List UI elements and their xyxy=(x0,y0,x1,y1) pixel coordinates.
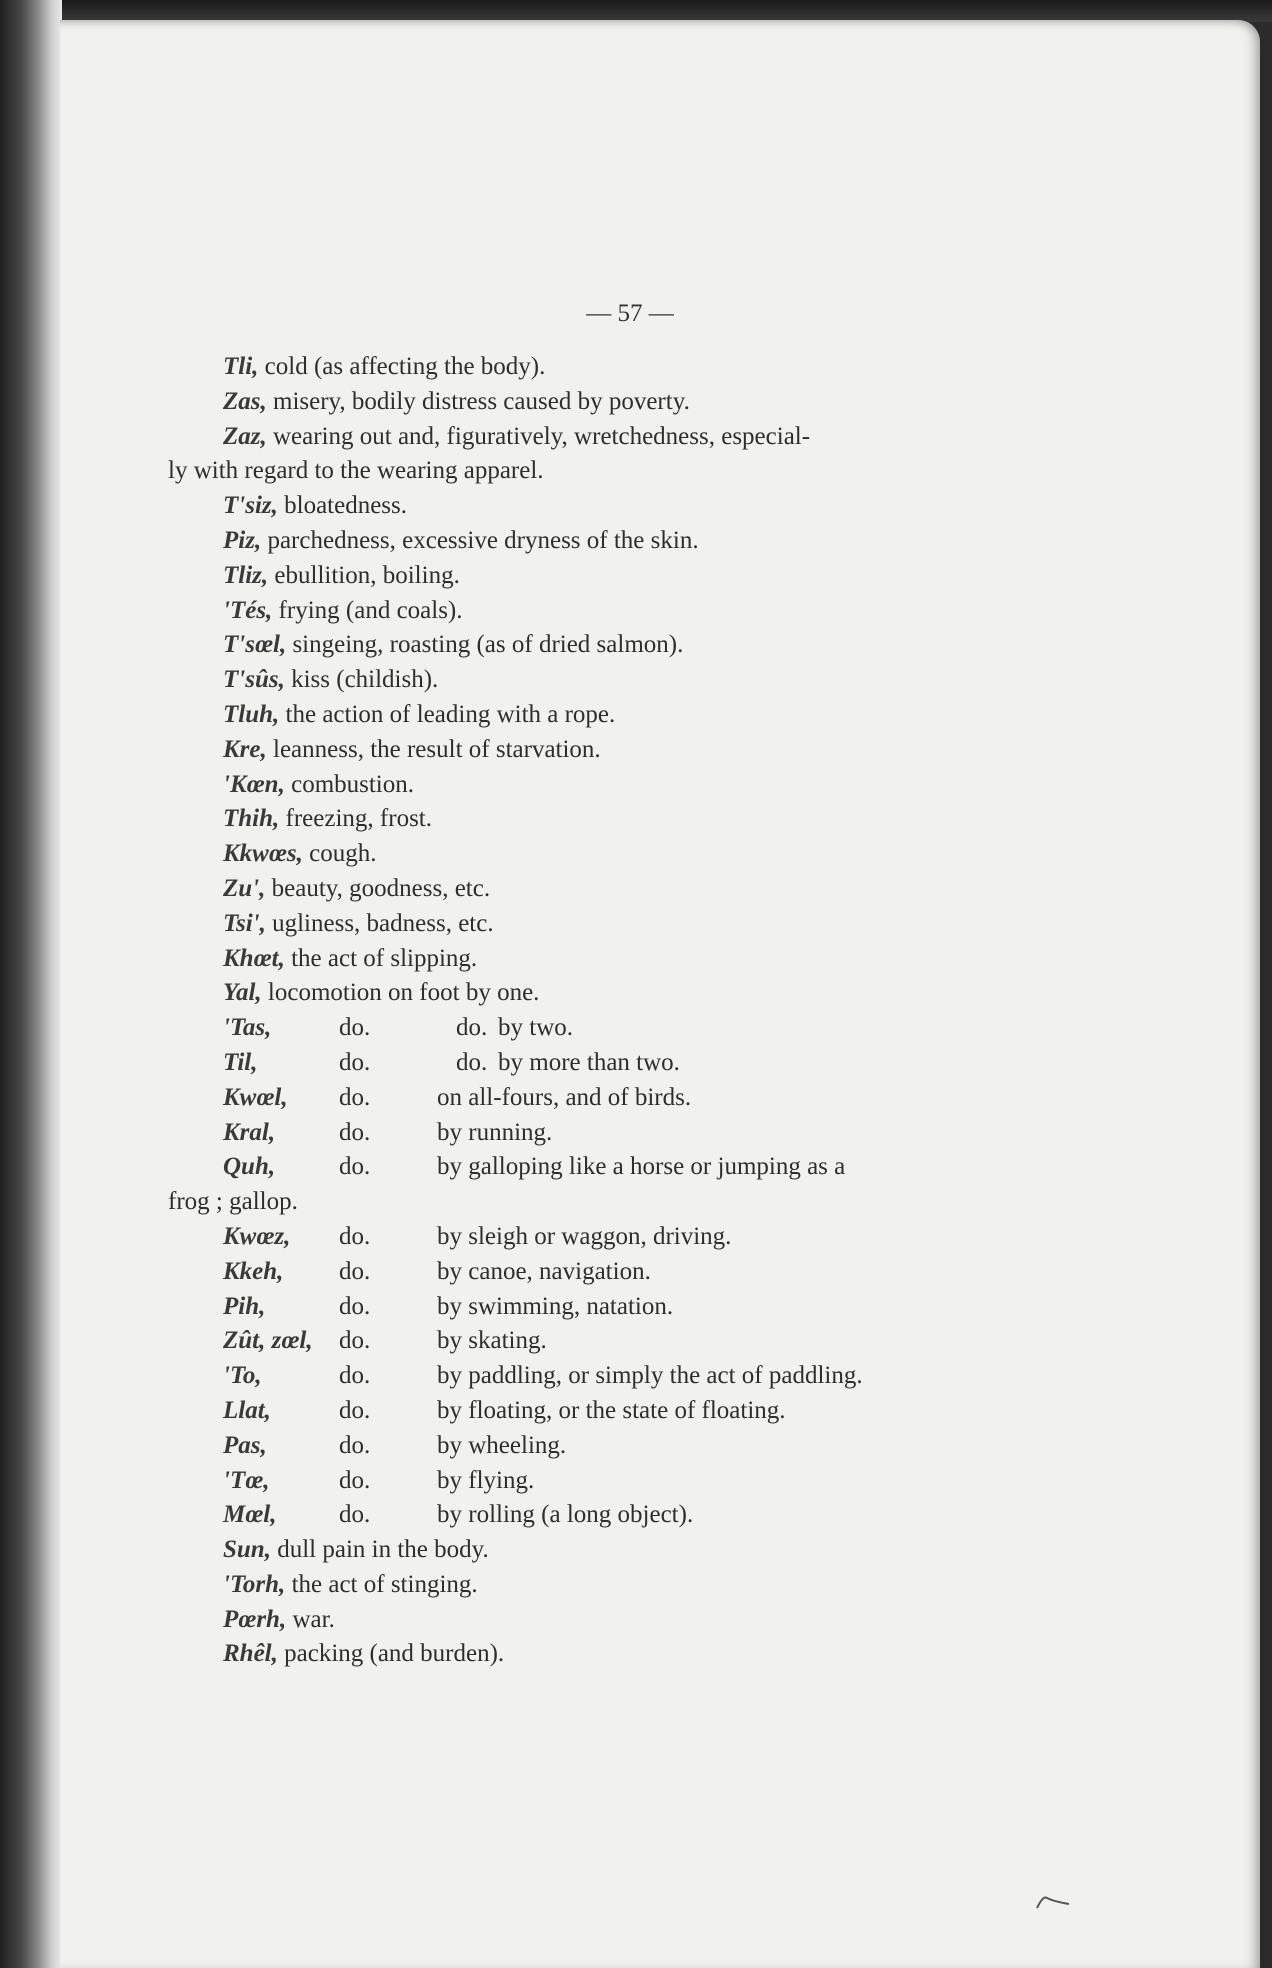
dictionary-entry xyxy=(168,1568,1023,1603)
entry-headword: Thih, xyxy=(223,805,280,833)
dictionary-entry xyxy=(168,559,1023,594)
locomotion-entry xyxy=(168,1011,1023,1046)
entry-headword: Zas, xyxy=(223,387,267,415)
locomotion-entry xyxy=(168,1359,1023,1394)
dictionary-entry xyxy=(168,663,1023,698)
entry-headword: T'sûs, xyxy=(223,666,285,694)
locomotion-entry xyxy=(168,1324,1023,1359)
entry-headword: Tli, xyxy=(223,353,259,380)
entry-headword: Khœt, xyxy=(223,944,285,972)
entry-headword: Pih, xyxy=(223,1292,266,1320)
entry-headword: T'sœl, xyxy=(223,631,287,659)
entry-definition: the act of slipping. xyxy=(284,944,478,972)
locomotion-entry xyxy=(168,1046,1023,1081)
entry-definition: by canoe, navigation. xyxy=(437,1257,651,1285)
entry-definition: wearing out and, figuratively, wretchedness, especial- xyxy=(266,422,811,450)
dictionary-entry xyxy=(168,768,1023,803)
entry-headword: 'Tas, xyxy=(223,1014,272,1042)
entry-definition: ebullition, boiling. xyxy=(268,561,460,589)
locomotion-entry xyxy=(168,1464,1023,1499)
entry-definition: by galloping like a horse or jumping as a xyxy=(437,1153,846,1181)
entry-definition: by rolling (a long object). xyxy=(437,1501,694,1529)
dictionary-entry xyxy=(168,1603,1023,1638)
entry-definition: beauty, goodness, etc. xyxy=(265,874,491,902)
locomotion-entry xyxy=(168,1116,1023,1151)
entry-definition: locomotion on foot by one. xyxy=(261,979,540,1007)
entry-continuation: ly with regard to the wearing apparel. xyxy=(168,457,544,485)
ditto-mark: do. xyxy=(339,1466,371,1494)
entry-headword: Kkwœs, xyxy=(223,840,303,868)
entry-definition: leanness, the result of starvation. xyxy=(266,735,601,763)
entry-headword: Rhêl, xyxy=(223,1640,278,1668)
entry-headword: Quh, xyxy=(223,1153,276,1181)
dictionary-entry xyxy=(168,489,1023,524)
pencil-mark xyxy=(1035,1890,1075,1910)
entry-headword: Zût, zœl, xyxy=(223,1327,313,1355)
entry-continuation: frog ; gallop. xyxy=(168,1188,298,1216)
locomotion-entry xyxy=(168,1498,1023,1533)
dictionary-entry xyxy=(168,594,1023,629)
entry-headword: Tluh, xyxy=(223,700,280,728)
dictionary-content xyxy=(168,350,1023,1672)
entry-definition: by sleigh or waggon, driving. xyxy=(437,1222,732,1250)
entry-headword: Pœrh, xyxy=(223,1605,287,1633)
ditto-mark: do. xyxy=(339,1153,371,1181)
entry-definition: by running. xyxy=(437,1118,553,1146)
entry-headword: Zaz, xyxy=(223,422,267,450)
entry-definition: by two. xyxy=(498,1014,573,1042)
entry-headword: Kwœz, xyxy=(223,1222,291,1250)
ditto-mark: do. xyxy=(339,1118,371,1146)
entry-headword: 'Tœ, xyxy=(223,1466,270,1494)
ditto-mark: do. xyxy=(456,1048,488,1076)
dictionary-entry xyxy=(168,350,1023,385)
entry-definition: singeing, roasting (as of dried salmon). xyxy=(286,631,684,659)
entry-headword: Yal, xyxy=(223,979,262,1007)
entry-headword: Tsi', xyxy=(223,909,266,937)
ditto-mark: do. xyxy=(339,1257,371,1285)
book-binding xyxy=(0,0,62,1968)
entry-headword: Tliz, xyxy=(223,561,269,589)
entry-headword: T'siz, xyxy=(223,492,278,520)
dictionary-entry xyxy=(168,1533,1023,1568)
dictionary-entry xyxy=(168,1637,1023,1672)
ditto-mark: do. xyxy=(339,1396,371,1424)
entry-headword: Mœl, xyxy=(223,1501,277,1529)
dictionary-entry xyxy=(168,907,1023,942)
locomotion-entry xyxy=(168,1150,1023,1185)
page-number: — 57 — xyxy=(586,300,674,327)
entry-definition: the act of stinging. xyxy=(285,1570,478,1598)
entry-definition: packing (and burden). xyxy=(277,1640,505,1668)
locomotion-entry xyxy=(168,1220,1023,1255)
entry-definition: bloatedness. xyxy=(277,492,408,520)
book-page xyxy=(60,20,1260,1968)
entry-headword: Kral, xyxy=(223,1118,276,1146)
entry-definition: on all-fours, and of birds. xyxy=(437,1083,692,1111)
dictionary-entry xyxy=(168,872,1023,907)
entry-headword: Til, xyxy=(223,1048,258,1076)
dictionary-entry xyxy=(168,942,1023,977)
entry-definition: by floating, or the state of floating. xyxy=(437,1396,786,1424)
ditto-mark: do. xyxy=(339,1048,371,1076)
dictionary-entry xyxy=(168,733,1023,768)
dictionary-entry xyxy=(168,837,1023,872)
ditto-mark: do. xyxy=(339,1292,371,1320)
entry-definition: by flying. xyxy=(437,1466,535,1494)
entry-definition: cough. xyxy=(302,840,377,868)
entry-headword: Kkeh, xyxy=(223,1257,284,1285)
entry-definition: by swimming, natation. xyxy=(437,1292,674,1320)
dictionary-entry xyxy=(168,698,1023,733)
entry-definition: by paddling, or simply the act of paddling. xyxy=(437,1362,863,1390)
ditto-mark: do. xyxy=(339,1222,371,1250)
dictionary-entry xyxy=(168,385,1023,420)
ditto-mark: do. xyxy=(339,1362,371,1390)
entry-definition: parchedness, excessive dryness of the skin. xyxy=(261,526,699,554)
ditto-mark: do. xyxy=(339,1014,371,1042)
ditto-mark: do. xyxy=(339,1431,371,1459)
entry-definition: the action of leading with a rope. xyxy=(279,700,616,728)
ditto-mark: do. xyxy=(339,1501,371,1529)
entry-headword: Pas, xyxy=(223,1431,267,1459)
locomotion-entry xyxy=(168,1429,1023,1464)
entry-headword: Zu', xyxy=(223,874,266,902)
dictionary-entry xyxy=(168,976,1023,1011)
entry-headword: Kre, xyxy=(223,735,267,763)
entry-definition: war. xyxy=(286,1605,335,1633)
entry-definition: misery, bodily distress caused by poverty. xyxy=(266,387,690,415)
entry-definition: frying (and coals). xyxy=(272,596,463,624)
dictionary-entry xyxy=(168,802,1023,837)
entry-headword: 'Tés, xyxy=(223,596,273,624)
entry-definition: ugliness, badness, etc. xyxy=(265,909,494,937)
ditto-mark: do. xyxy=(339,1083,371,1111)
dictionary-entry xyxy=(168,628,1023,663)
scanner-edge xyxy=(0,0,1272,22)
ditto-mark: do. xyxy=(456,1014,488,1042)
locomotion-entry xyxy=(168,1081,1023,1116)
entry-definition: by more than two. xyxy=(498,1048,680,1076)
ditto-mark: do. xyxy=(339,1327,371,1355)
dictionary-entry xyxy=(168,420,1023,455)
entry-headword: Kwœl, xyxy=(223,1083,288,1111)
entry-definition: by wheeling. xyxy=(437,1431,567,1459)
locomotion-entry xyxy=(168,1394,1023,1429)
entry-definition: by skating. xyxy=(437,1327,547,1355)
entry-definition: kiss (childish). xyxy=(284,666,439,694)
entry-headword: 'Torh, xyxy=(223,1570,286,1598)
entry-headword: Piz, xyxy=(223,526,262,554)
entry-definition: dull pain in the body. xyxy=(270,1536,489,1564)
locomotion-entry xyxy=(168,1290,1023,1325)
entry-definition: combustion. xyxy=(284,770,415,798)
dictionary-entry xyxy=(168,524,1023,559)
entry-definition: cold (as affecting the body). xyxy=(258,353,546,380)
entry-headword: Llat, xyxy=(223,1396,271,1424)
entry-headword: Sun, xyxy=(223,1536,271,1564)
entry-definition: freezing, frost. xyxy=(279,805,432,833)
entry-headword: 'To, xyxy=(223,1362,262,1390)
locomotion-entry xyxy=(168,1255,1023,1290)
entry-headword: 'Kœn, xyxy=(223,770,285,798)
